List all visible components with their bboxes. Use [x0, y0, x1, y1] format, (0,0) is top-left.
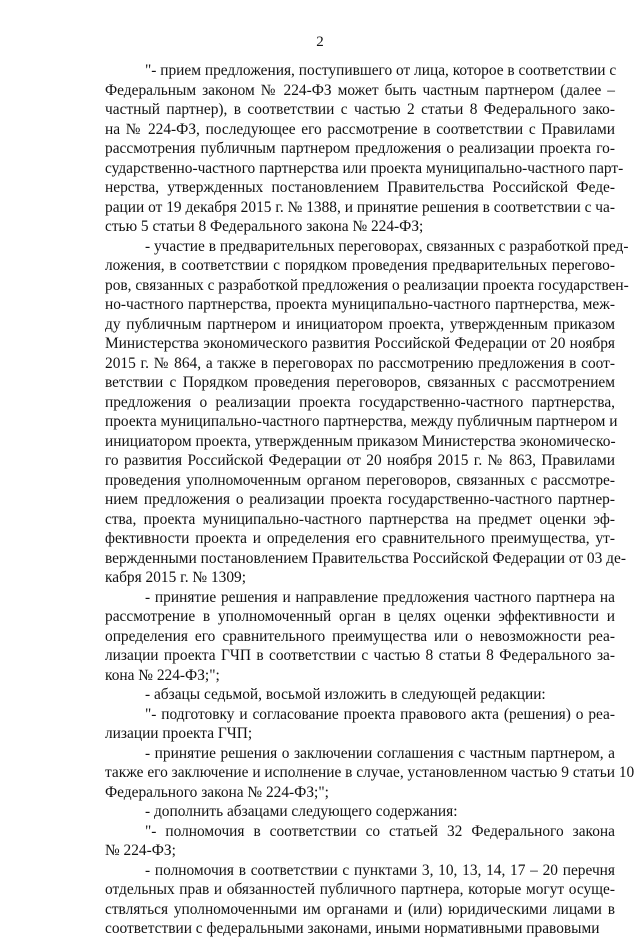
text-line: на № 224-ФЗ, последующее его рассмотрение в соответствии с Правилами	[105, 120, 615, 138]
paragraph	[105, 61, 624, 237]
paragraph	[105, 705, 615, 744]
text-line: частный партнер), в соответствии с частью 2 статьи 8 Федерального зако-	[105, 101, 615, 118]
text-line: Федерального закона № 224-ФЗ;";	[105, 783, 329, 801]
text-line: - абзацы седьмой, восьмой изложить в следующей редакции:	[145, 686, 546, 703]
paragraph	[105, 744, 635, 803]
text-line: нерства, утвержденных постановлением Правительства Российской Феде-	[105, 179, 615, 196]
text-line: проведения уполномоченным органом переговоров, связанных с рассмотре-	[105, 471, 615, 489]
paragraph	[105, 685, 615, 705]
text-line: Министерства экономического развития Российской Федерации от 20 ноября	[105, 335, 615, 352]
text-line: отдельных прав и обязанностей публичного партнера, которые могут осуще-	[105, 881, 615, 898]
text-line: проекта муниципально-частного партнерства, между публичным партнером и	[105, 413, 618, 430]
text-line: нием предложения о реализации проекта государственно-частного партнер-	[105, 491, 615, 508]
paragraph	[105, 237, 629, 588]
text-line: ров, связанных с разработкой предложения о реализации проекта государствен-	[105, 276, 629, 294]
text-line: рассмотрение в уполномоченный орган в целях оценки эффективности и	[105, 608, 615, 625]
text-line: го развития Российской Федерации от 20 ноября 2015 г. № 863, Правилами	[105, 452, 615, 469]
text-line: кабря 2015 г. № 1309;	[105, 569, 247, 586]
page-number: 2	[316, 34, 324, 50]
text-line: рассмотрения публичным партнером предложения о реализации проекта го-	[105, 140, 615, 157]
text-line: сударственно-частного партнерства или проекта муниципально-частного парт-	[105, 159, 624, 177]
document-body	[105, 61, 635, 939]
text-line: стью 5 статьи 8 Федерального закона № 224-ФЗ;	[105, 218, 424, 235]
text-line: ветствии с Порядком проведения переговоров, связанных с рассмотрением	[105, 374, 615, 391]
text-line: "- подготовку и согласование проекта правового акта (решения) о реа-	[145, 705, 615, 723]
paragraph	[105, 802, 615, 822]
text-line: вержденными постановлением Правительства Российской Федерации от 03 де-	[105, 549, 626, 567]
text-line: ствляться уполномоченными им органами и (или) юридическими лицами в	[105, 900, 615, 918]
text-line: ства, проекта муниципально-частного партнерства на предмет оценки эф-	[105, 510, 615, 528]
text-line: соответствии с федеральными законами, иными нормативными правовыми	[105, 920, 600, 937]
text-line: - принятие решения о заключении соглашения с частным партнером, а	[145, 744, 615, 762]
text-line: определения его сравнительного преимущества или о невозможности реа-	[105, 627, 615, 645]
text-line: рации от 19 декабря 2015 г. № 1388, и принятие решения в соответствии с ча-	[105, 198, 615, 216]
text-line: инициатором проекта, утвержденным приказом Министерства экономическо-	[105, 432, 616, 450]
text-line: кона № 224-ФЗ;";	[105, 666, 220, 684]
text-line: - принятие решения и направление предложения частного партнера на	[145, 588, 615, 606]
text-line: также его заключение и исполнение в случае, установленном частью 9 статьи 10	[105, 764, 635, 781]
text-line: ложения, в соответствии с порядком проведения предварительных перегово-	[105, 257, 615, 274]
text-line: лизации проекта ГЧП;	[105, 725, 253, 742]
text-line: - участие в предварительных переговорах, связанных с разработкой пред-	[145, 237, 629, 255]
text-line: - полномочия в соответствии с пунктами 3, 10, 13, 14, 17 – 20 перечня	[145, 861, 615, 879]
paragraph	[105, 822, 615, 861]
text-line: Федеральным законом № 224-ФЗ может быть частным партнером (далее –	[105, 81, 615, 99]
text-line: но-частного партнерства, проекта муниципально-частного партнерства, меж-	[105, 296, 615, 313]
text-line: - дополнить абзацами следующего содержания:	[145, 803, 458, 820]
text-line: 2015 г. № 864, а также в переговорах по рассмотрению предложения в соот-	[105, 354, 615, 372]
text-line: предложения о реализации проекта государственно-частного партнерства,	[105, 393, 615, 411]
text-line: "- полномочия в соответствии со статьей 32 Федерального закона	[145, 822, 615, 840]
paragraph	[105, 588, 615, 686]
text-line: № 224-ФЗ;	[105, 842, 176, 859]
text-line: ду публичным партнером и инициатором проекта, утвержденным приказом	[105, 315, 615, 333]
text-line: "- прием предложения, поступившего от лица, которое в соответствии с	[145, 62, 617, 79]
paragraph	[105, 861, 615, 939]
text-line: фективности проекта и определения его сравнительного преимущества, ут-	[105, 530, 615, 547]
text-line: лизации проекта ГЧП в соответствии с частью 8 статьи 8 Федерального за-	[105, 647, 615, 664]
